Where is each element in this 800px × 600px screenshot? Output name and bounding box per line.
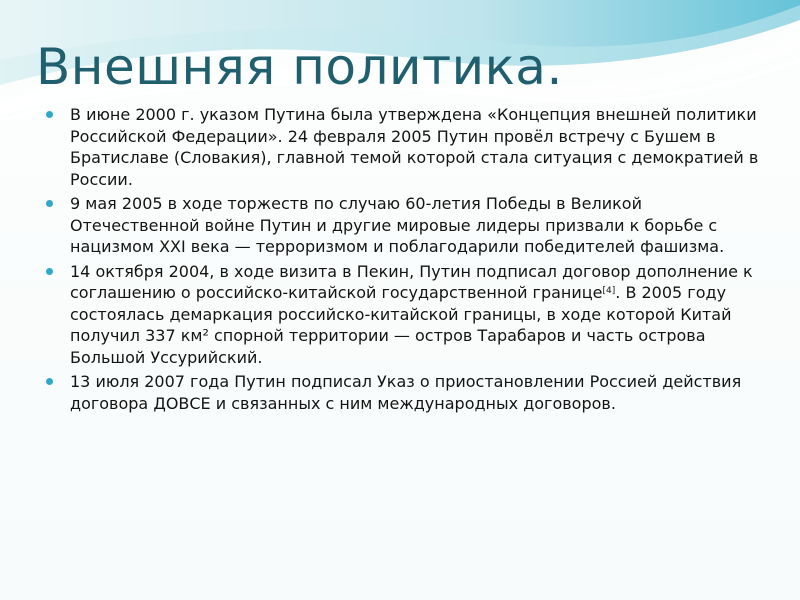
bullet-item — [46, 371, 766, 414]
bullet-dot-icon — [46, 111, 53, 118]
bullet-item — [46, 193, 766, 258]
bullet-dot-icon — [46, 378, 53, 385]
bullet-item — [46, 104, 766, 190]
slide-title: Внешняя политика. — [36, 38, 563, 96]
bullet-list — [46, 104, 766, 417]
bullet-item — [46, 261, 766, 369]
bullet-text: В июне 2000 г. указом Путина была утверждена «Концепция внешней политики Российской Федерации». 24 февраля 2005 Путин провёл встречу с Бушем в Братиславе (Словакия), главной темой которой стала ситуация с демократией в России. — [70, 105, 759, 189]
footnote-reference[interactable]: [4] — [602, 286, 616, 296]
bullet-text-before: 14 октября 2004, в ходе визита в Пекин, Путин подписал договор дополнение к соглашению о российско-китайской государственной границе — [70, 261, 753, 302]
bullet-dot-icon — [46, 200, 53, 207]
bullet-dot-icon — [46, 268, 53, 275]
bullet-text: 13 июля 2007 года Путин подписал Указ о приостановлении Россией действия договора ДОВСЕ и связанных с ним международных договоров. — [70, 372, 742, 413]
bullet-text-after: . В 2005 году состоялась демаркация российско-китайской границы, в ходе которой Китай получил 337 км² спорной территории — остров Тарабаров и часть острова Большой Уссурийский. — [70, 283, 732, 367]
bullet-text: 9 мая 2005 в ходе торжеств по случаю 60-летия Победы в Великой Отечественной войне Путин и другие мировые лидеры призвали к борьбе с нацизмом XXI века — терроризмом и поблагодарили победителей фашизма. — [70, 194, 725, 256]
